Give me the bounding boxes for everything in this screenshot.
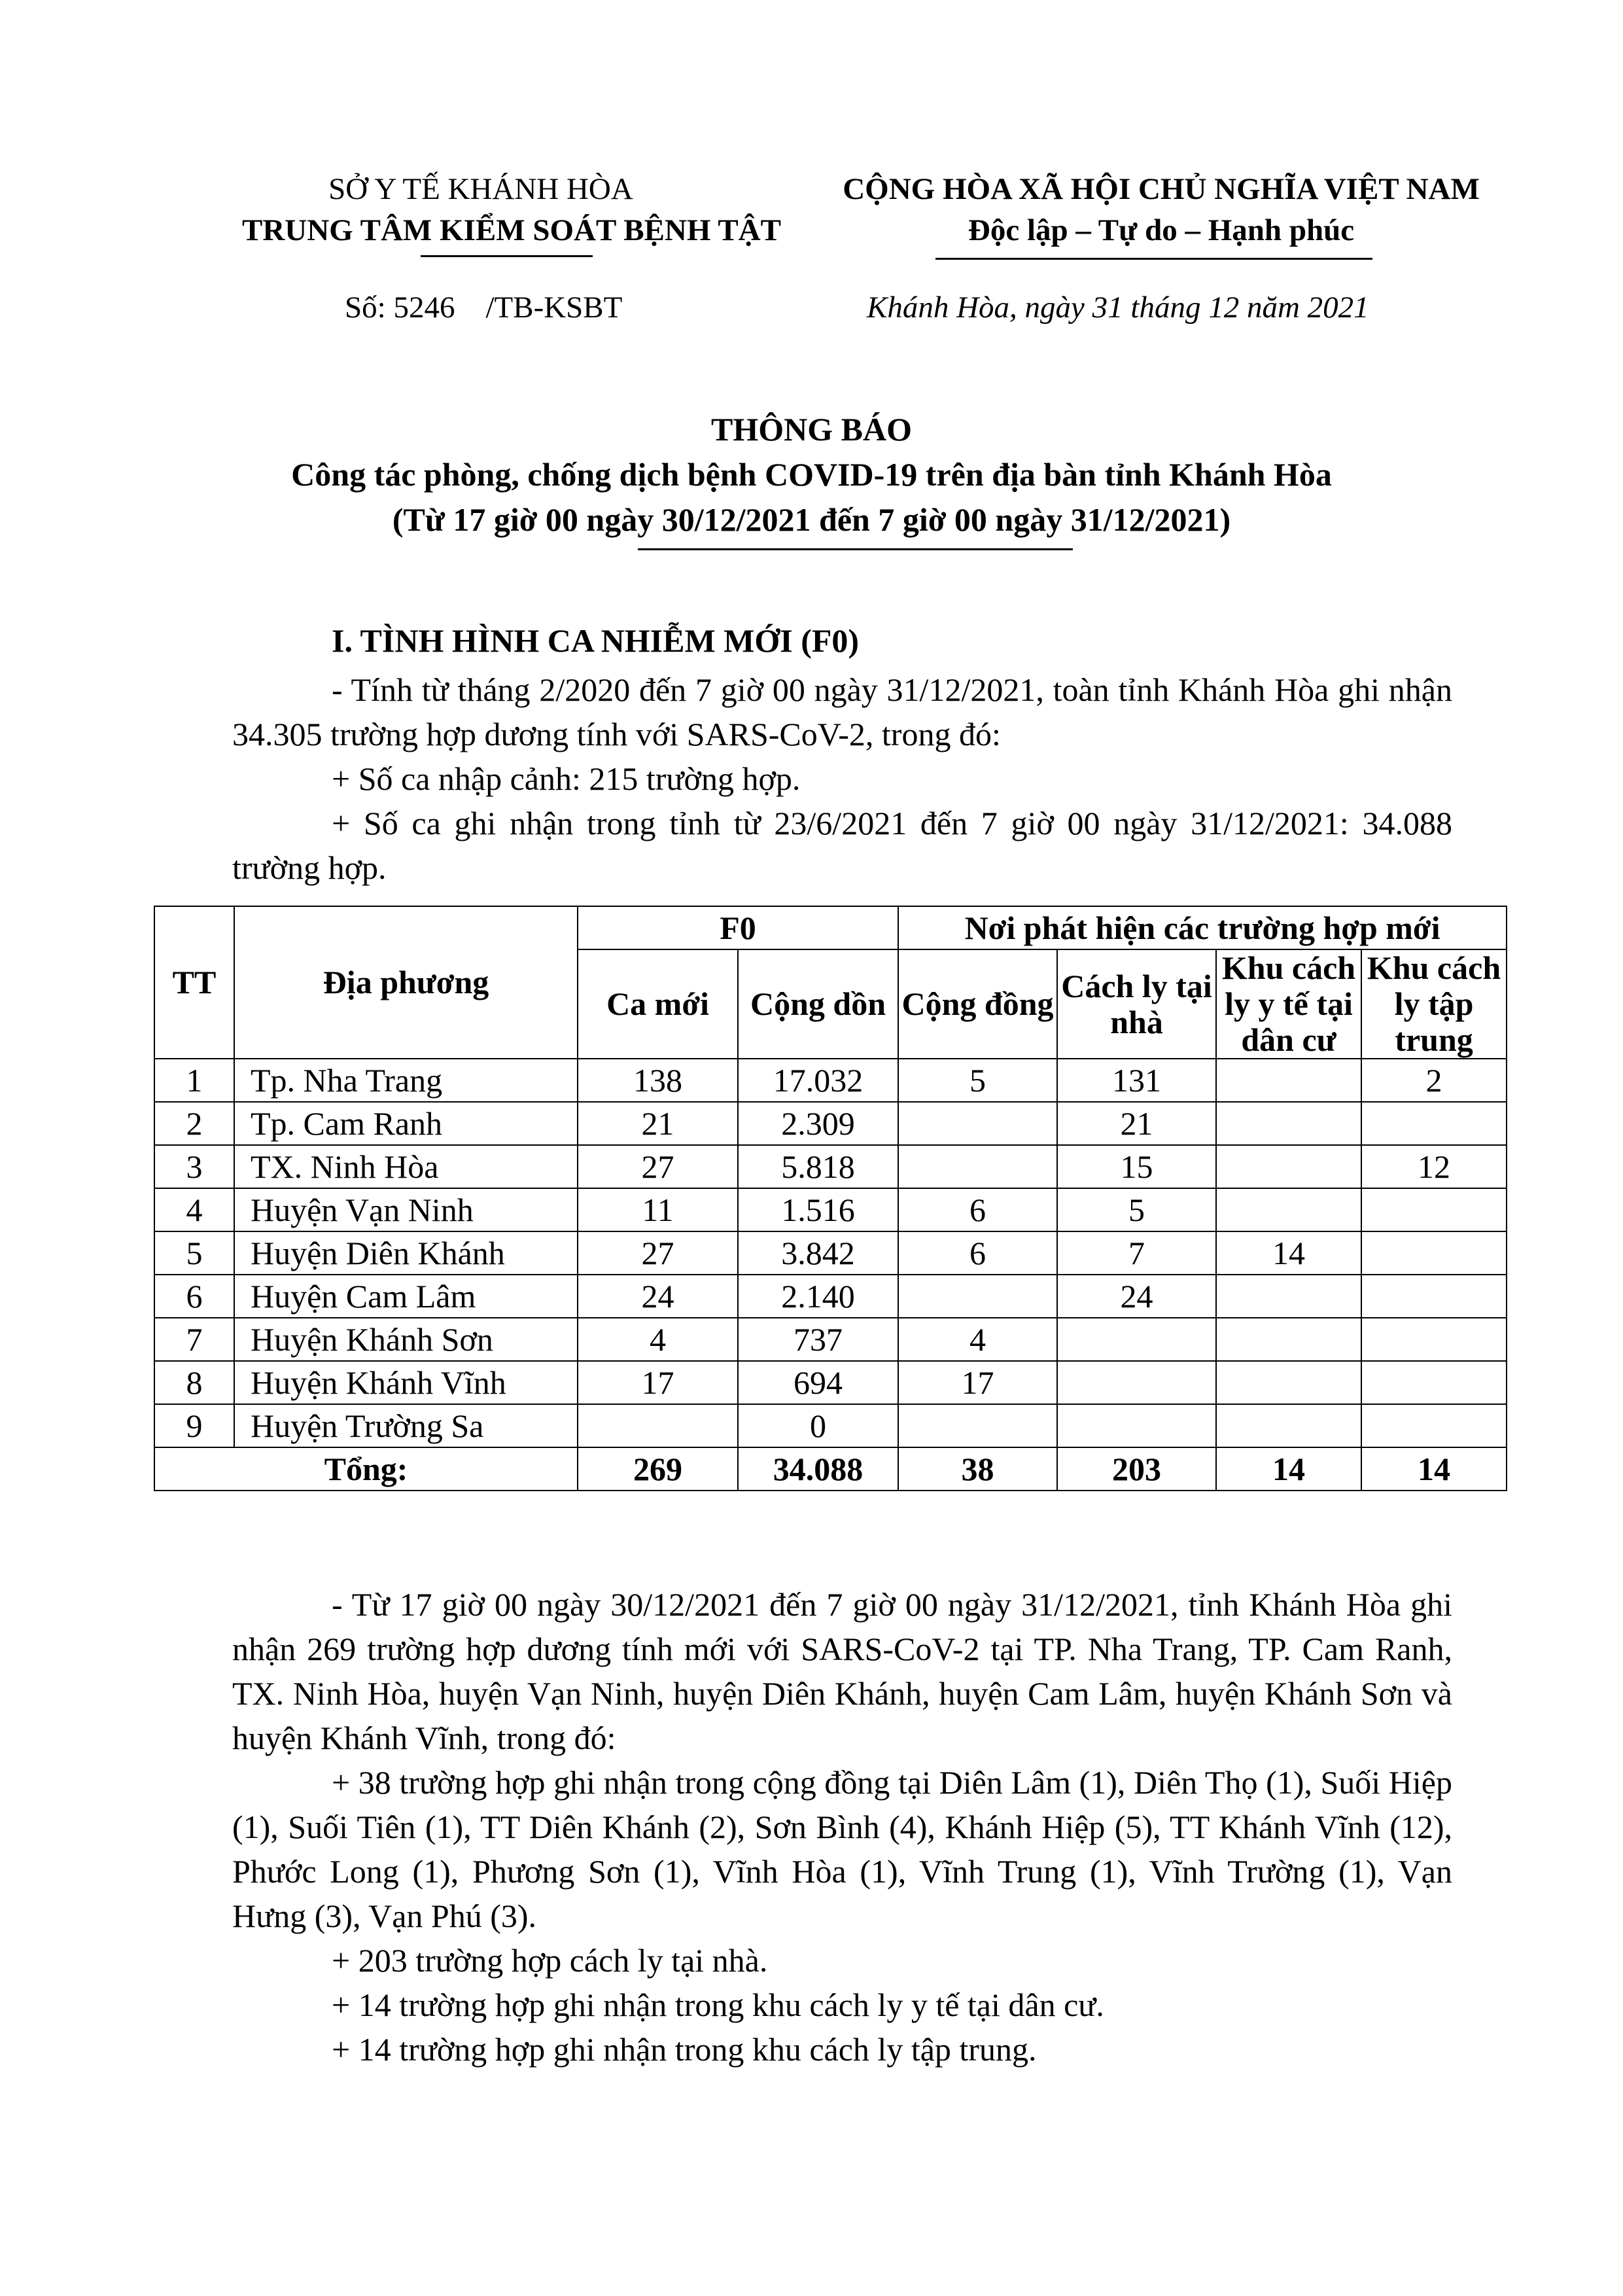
cell-locality: Huyện Trường Sa: [234, 1404, 578, 1447]
cell-home: 24: [1057, 1275, 1216, 1318]
cell-community: [898, 1275, 1057, 1318]
center-underline: [421, 255, 593, 257]
summary-paragraph: + 14 trường hợp ghi nhận trong khu cách ly tập trung.: [332, 2031, 1037, 2068]
total-community: 38: [898, 1447, 1057, 1491]
document-number: Số: 5246 /TB-KSBT: [345, 291, 623, 325]
cell-central: [1361, 1404, 1507, 1447]
table-row: [154, 1231, 1507, 1275]
cell-home: [1057, 1318, 1216, 1361]
section-heading: I. TÌNH HÌNH CA NHIỄM MỚI (F0): [332, 622, 860, 659]
motto: Độc lập – Tự do – Hạnh phúc: [968, 213, 1355, 247]
document-subtitle: Công tác phòng, chống dịch bệnh COVID-19 trên địa bàn tỉnh Khánh Hòa: [291, 456, 1332, 493]
cell-tt: 7: [154, 1318, 234, 1361]
cell-central: [1361, 1318, 1507, 1361]
cell-community: 6: [898, 1231, 1057, 1275]
total-row: [154, 1447, 1507, 1491]
cell-new: 24: [578, 1275, 738, 1318]
cell-community: 17: [898, 1361, 1057, 1404]
total-residential: 14: [1216, 1447, 1361, 1491]
cell-locality: Huyện Vạn Ninh: [234, 1188, 578, 1231]
cell-central: [1361, 1275, 1507, 1318]
cell-community: 5: [898, 1059, 1057, 1102]
summary-paragraph: + 203 trường hợp cách ly tại nhà.: [332, 1942, 768, 1979]
cell-community: [898, 1145, 1057, 1188]
header-community: Cộng đồng: [898, 949, 1057, 1059]
cell-cumulative: 2.309: [738, 1102, 898, 1145]
cell-tt: 4: [154, 1188, 234, 1231]
cell-central: 2: [1361, 1059, 1507, 1102]
table-row: [154, 1059, 1507, 1102]
cell-home: [1057, 1404, 1216, 1447]
total-new: 269: [578, 1447, 738, 1491]
cell-new: [578, 1404, 738, 1447]
total-central: 14: [1361, 1447, 1507, 1491]
cell-central: [1361, 1231, 1507, 1275]
department-name: SỞ Y TẾ KHÁNH HÒA: [328, 172, 633, 206]
cell-tt: 2: [154, 1102, 234, 1145]
cell-new: 11: [578, 1188, 738, 1231]
cell-cumulative: 5.818: [738, 1145, 898, 1188]
summary-paragraph: - Từ 17 giờ 00 ngày 30/12/2021 đến 7 giờ 00 ngày 31/12/2021, tỉnh Khánh Hòa ghi nhận 269 trường hợp dương tính mới với SARS-CoV-2 tại TP. Nha Trang, TP. Cam Ranh, TX. Ninh Hòa, huyện Vạn Ninh, huyện Diên Khánh, huyện Cam Lâm, huyện Khánh Sơn và huyện Khánh Vĩnh, trong đó:: [232, 1586, 1452, 1756]
cell-tt: 9: [154, 1404, 234, 1447]
document-title: THÔNG BÁO: [711, 411, 912, 448]
cell-locality: Tp. Nha Trang: [234, 1059, 578, 1102]
cell-residential: 14: [1216, 1231, 1361, 1275]
cell-locality: Huyện Khánh Vĩnh: [234, 1361, 578, 1404]
cell-home: 7: [1057, 1231, 1216, 1275]
cell-cumulative: 2.140: [738, 1275, 898, 1318]
header-cumulative: Cộng dồn: [738, 949, 898, 1059]
cell-central: 12: [1361, 1145, 1507, 1188]
header-detection-place: Nơi phát hiện các trường hợp mới: [898, 906, 1507, 949]
center-name: TRUNG TÂM KIỂM SOÁT BỆNH TẬT: [242, 213, 781, 247]
section1-paragraph: - Tính từ tháng 2/2020 đến 7 giờ 00 ngày 31/12/2021, toàn tỉnh Khánh Hòa ghi nhận 34.305 trường hợp dương tính với SARS-CoV-2, trong đó:: [232, 671, 1452, 752]
cell-central: [1361, 1188, 1507, 1231]
cell-residential: [1216, 1275, 1361, 1318]
cell-new: 138: [578, 1059, 738, 1102]
republic-name: CỘNG HÒA XÃ HỘI CHỦ NGHĨA VIỆT NAM: [843, 172, 1480, 206]
table-row: [154, 1145, 1507, 1188]
cell-tt: 1: [154, 1059, 234, 1102]
cell-locality: Huyện Diên Khánh: [234, 1231, 578, 1275]
document-period: (Từ 17 giờ 00 ngày 30/12/2021 đến 7 giờ 00 ngày 31/12/2021): [392, 501, 1231, 538]
cell-locality: Huyện Khánh Sơn: [234, 1318, 578, 1361]
cell-new: 21: [578, 1102, 738, 1145]
total-label: Tổng:: [154, 1447, 578, 1491]
cell-new: 27: [578, 1231, 738, 1275]
cell-locality: Tp. Cam Ranh: [234, 1102, 578, 1145]
cell-tt: 8: [154, 1361, 234, 1404]
cell-residential: [1216, 1404, 1361, 1447]
table-row: [154, 1102, 1507, 1145]
cases-table: [154, 906, 1507, 1491]
cell-community: 6: [898, 1188, 1057, 1231]
cell-community: [898, 1102, 1057, 1145]
cell-central: [1361, 1361, 1507, 1404]
cell-residential: [1216, 1318, 1361, 1361]
cell-community: 4: [898, 1318, 1057, 1361]
header-home-isolation: Cách ly tại nhà: [1057, 949, 1216, 1059]
cell-home: 15: [1057, 1145, 1216, 1188]
cell-cumulative: 1.516: [738, 1188, 898, 1231]
summary-paragraph: + 38 trường hợp ghi nhận trong cộng đồng tại Diên Lâm (1), Diên Thọ (1), Suối Hiệp (1), Suối Tiên (1), TT Diên Khánh (2), Sơn Bình (4), Khánh Hiệp (5), TT Khánh Vĩnh (12), Phước Long (1), Phương Sơn (1), Vĩnh Hòa (1), Vĩnh Trung (1), Vĩnh Trường (1), Vạn Hưng (3), Vạn Phú (3).: [232, 1764, 1452, 1934]
table-row: [154, 1275, 1507, 1318]
cell-new: 17: [578, 1361, 738, 1404]
section1-text: [232, 667, 1452, 890]
table-row: [154, 1188, 1507, 1231]
header-tt: TT: [154, 906, 234, 1059]
title-underline: [638, 548, 1073, 550]
cell-new: 27: [578, 1145, 738, 1188]
header-f0: F0: [578, 906, 898, 949]
table-row: [154, 1404, 1507, 1447]
cell-residential: [1216, 1059, 1361, 1102]
cell-tt: 5: [154, 1231, 234, 1275]
cell-cumulative: 0: [738, 1404, 898, 1447]
cell-home: [1057, 1361, 1216, 1404]
cell-locality: TX. Ninh Hòa: [234, 1145, 578, 1188]
motto-underline: [935, 258, 1372, 260]
cell-central: [1361, 1102, 1507, 1145]
header-locality: Địa phương: [234, 906, 578, 1059]
cell-residential: [1216, 1188, 1361, 1231]
cell-home: 21: [1057, 1102, 1216, 1145]
section1-paragraph: + Số ca ghi nhận trong tỉnh từ 23/6/2021 đến 7 giờ 00 ngày 31/12/2021: 34.088 trường hợp.: [232, 805, 1452, 886]
total-home: 203: [1057, 1447, 1216, 1491]
cell-cumulative: 737: [738, 1318, 898, 1361]
table-row: [154, 1361, 1507, 1404]
cell-home: 5: [1057, 1188, 1216, 1231]
summary-paragraph: + 14 trường hợp ghi nhận trong khu cách ly y tế tại dân cư.: [332, 1987, 1104, 2023]
cell-cumulative: 17.032: [738, 1059, 898, 1102]
header-central-quarantine: Khu cách ly tập trung: [1361, 949, 1507, 1059]
place-date: Khánh Hòa, ngày 31 tháng 12 năm 2021: [867, 291, 1369, 325]
section1-paragraph: + Số ca nhập cảnh: 215 trường hợp.: [332, 760, 801, 797]
summary-text: [232, 1582, 1452, 2072]
cell-community: [898, 1404, 1057, 1447]
cell-residential: [1216, 1361, 1361, 1404]
cell-new: 4: [578, 1318, 738, 1361]
cell-tt: 3: [154, 1145, 234, 1188]
cell-tt: 6: [154, 1275, 234, 1318]
cell-residential: [1216, 1145, 1361, 1188]
cell-cumulative: 694: [738, 1361, 898, 1404]
header-new-cases: Ca mới: [578, 949, 738, 1059]
header-residential-quarantine: Khu cách ly y tế tại dân cư: [1216, 949, 1361, 1059]
total-cumulative: 34.088: [738, 1447, 898, 1491]
cell-cumulative: 3.842: [738, 1231, 898, 1275]
cell-locality: Huyện Cam Lâm: [234, 1275, 578, 1318]
cell-home: 131: [1057, 1059, 1216, 1102]
table-row: [154, 1318, 1507, 1361]
cell-residential: [1216, 1102, 1361, 1145]
